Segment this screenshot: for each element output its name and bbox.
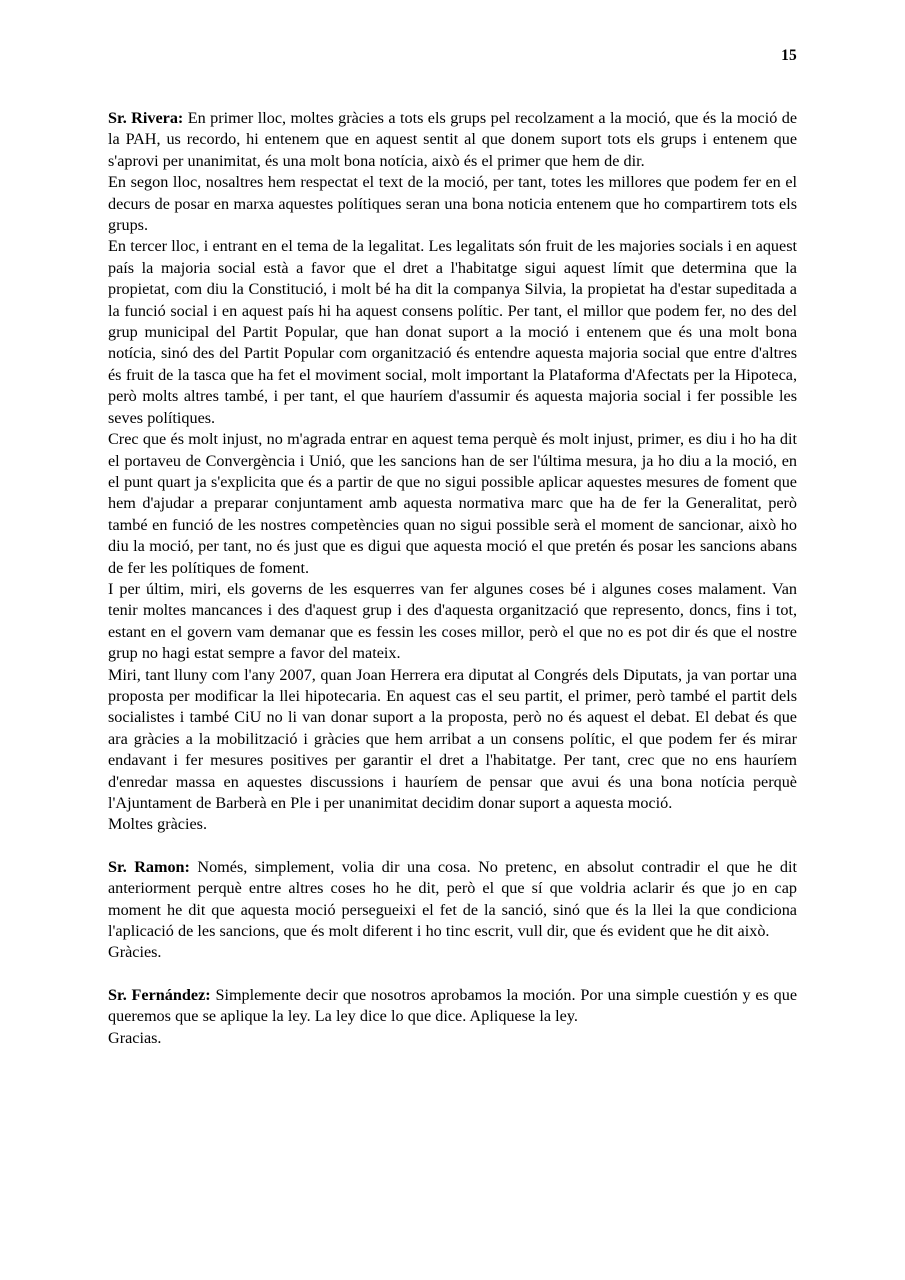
speaker-name: Sr. Fernández: bbox=[108, 985, 211, 1004]
speech-paragraph: Miri, tant lluny com l'any 2007, quan Joan Herrera era diputat al Congrés dels Diputats, ja van portar una proposta per modificar la llei hipotecaria. En aquest cas el seu partit, el primer, però també el partit dels socialistes i també CiU no li van donar suport a la proposta, però no és aquest el debat. El debat és que ara gràcies a la mobilització i gràcies que hem arribat a un consens polític, el que podem fer és mirar endavant i fer mesures positives per garantir el dret a l'habitatge. Per tant, crec que no ens hauríem d'enredar massa en aquestes discussions i hauríem de pensar que avui és una bona notícia perquè l'Ajuntament de Barberà en Ple i per unanimitat decidim donar suport a aquesta moció. bbox=[108, 665, 797, 812]
speech-paragraph: I per últim, miri, els governs de les esquerres van fer algunes coses bé i algunes coses malament. Van tenir moltes mancances i des d'aquest grup i des d'aquesta organització que represento, doncs, fins i tot, estant en el govern vam demanar que es fessin les coses millor, però el que no es pot dir és que el nostre grup no hagi estat sempre a favor del mateix. bbox=[108, 579, 797, 663]
speaker-name: Sr. Ramon: bbox=[108, 857, 190, 876]
speech-paragraph: Gràcies. bbox=[108, 943, 162, 962]
speech-paragraph: Sr. Rivera: En primer lloc, moltes gràcies a tots els grups pel recolzament a la moció, que és la moció de la PAH, us recordo, hi entenem que en aquest sentit al que donem suport tots els grups i entenem que s'aprovi per unanimitat, és una molt bona notícia, això és el primer que hem de dir. bbox=[108, 109, 797, 170]
speech-paragraph: En tercer lloc, i entrant en el tema de la legalitat. Les legalitats són fruit de les majories socials i en aquest país la majoria social està a favor que el dret a l'habitatge sigui aquest límit que determina que la propietat, com diu la Constitució, i molt bé ha dit la companya Silvia, la propietat ha d'estar supeditada a la funció social i en aquest país hi ha aquest consens polític. Per tant, el millor que podem fer, no des del grup municipal del Partit Popular, que han donat suport a la moció i entenem que és una molt bona notícia, sinó des del Partit Popular com organització és entendre aquesta majoria social que entre d'altres és fruit de la tasca que ha fet el moviment social, molt important la Plataforma d'Afectats per la Hipoteca, però molts altres també, i per tant, el que hauríem d'assumir és aquesta majoria social i fer possible les seves polítiques. bbox=[108, 237, 797, 427]
speech-paragraph: Crec que és molt injust, no m'agrada entrar en aquest tema perquè és molt injust, primer, es diu i ho ha dit el portaveu de Convergència i Unió, que les sancions han de ser l'última mesura, ja ho diu a la moció, en el punt quart ja s'explicita que és a partir de que no sigui possible aplicar aquestes mesures de foment que hem d'ajudar a preparar conjuntament amb aquesta normativa marc que ha de fer la Generalitat, però també en funció de les nostres competències quan no sigui possible serà el moment de sancionar, això ho diu la moció, per tant, no és just que es digui que aquesta moció el que pretén és posar les sancions abans de fer les polítiques de foment. bbox=[108, 430, 797, 577]
speech-paragraph: Moltes gràcies. bbox=[108, 815, 207, 834]
page-number: 15 bbox=[781, 47, 797, 64]
speech-block bbox=[108, 108, 797, 836]
speech-block bbox=[108, 985, 797, 1049]
document-body bbox=[108, 108, 797, 1049]
speech-paragraph: En segon lloc, nosaltres hem respectat el text de la moció, per tant, totes les millores que podem fer en el decurs de posar en marxa aquestes polítiques seran una bona noticia entenem que ho compartirem tots els grups. bbox=[108, 173, 797, 235]
speech-paragraph: Gracias. bbox=[108, 1028, 162, 1047]
speech-paragraph: Sr. Ramon: Només, simplement, volia dir una cosa. No pretenc, en absolut contradir el que he dit anteriorment perquè entre altres coses ho he dit, però el que sí que voldria aclarir és que jo en cap moment he dit que aquesta moció persegueixi el fet de la sanció, sinó que és la llei la que condiciona l'aplicació de les sancions, que és molt diferent i ho tinc escrit, vull dir, que és evident que he dit això. bbox=[108, 857, 797, 941]
speech-paragraph: Sr. Fernández: Simplemente decir que nosotros aprobamos la moción. Por una simple cuestión y es que queremos que se aplique la ley. La ley dice lo que dice. Apliquese la ley. bbox=[108, 985, 798, 1026]
speech-block bbox=[108, 857, 797, 964]
speaker-name: Sr. Rivera: bbox=[108, 109, 184, 127]
